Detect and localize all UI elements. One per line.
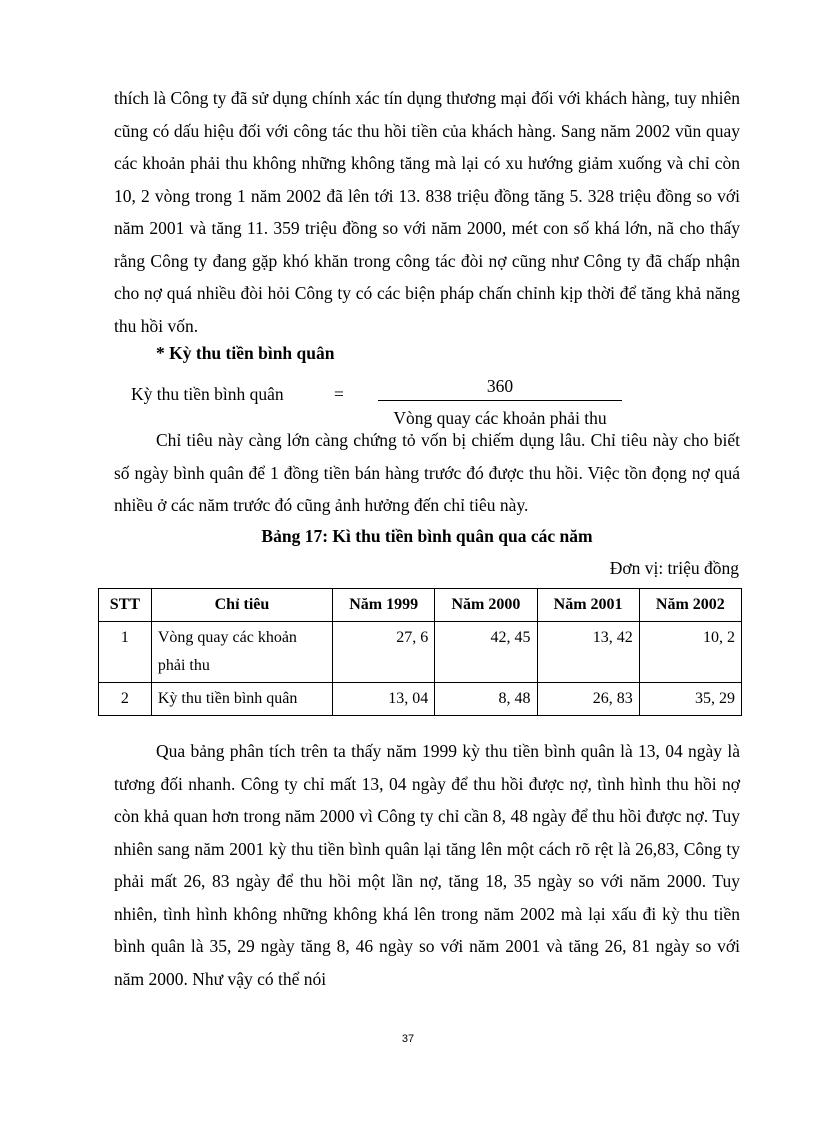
table-cell: 13, 04 [333,683,435,716]
header-cell: STT [99,589,152,622]
table-cell: 10, 2 [639,622,741,683]
header-cell: Chỉ tiêu [151,589,332,622]
table-cell: 35, 29 [639,683,741,716]
table-cell: 26, 83 [537,683,639,716]
table-cell: 13, 42 [537,622,639,683]
header-cell: Năm 2002 [639,589,741,622]
table-cell: 8, 48 [435,683,537,716]
table-header-row [99,589,742,622]
table-row [99,622,742,683]
data-table [98,588,742,716]
section-heading: * Kỳ thu tiền bình quân [156,343,335,363]
formula-equals: = [334,384,344,404]
table-cell: 42, 45 [435,622,537,683]
header-cell: Năm 2001 [537,589,639,622]
formula-denominator: Vòng quay các khoản phải thu [393,408,607,428]
paragraph-explanation: Chỉ tiêu này càng lớn càng chứng tỏ vốn bị chiếm dụng lâu. Chỉ tiêu này cho biết số ngày bình quân để 1 đồng tiền bán hàng trước đó được thu hồi. Việc tồn đọng nợ quá nhiều ở các năm trước đó cũng ảnh hưởng đến chỉ tiêu này. [114,430,740,515]
table-row [99,683,742,716]
formula-numerator: 360 [486,376,514,396]
header-cell: Năm 2000 [435,589,537,622]
table-title: Bảng 17: Kì thu tiền bình quân qua các năm [261,526,593,546]
table-cell: Kỳ thu tiền bình quân [151,683,332,716]
table-cell: 1 [99,622,152,683]
formula-label: Kỳ thu tiền bình quân [131,384,284,404]
table-cell: 27, 6 [333,622,435,683]
header-cell: Năm 1999 [333,589,435,622]
paragraph-intro: thích là Công ty đã sử dụng chính xác tín dụng thương mại đối với khách hàng, tuy nhiên cũng có dấu hiệu đối với công tác thu hồi tiền của khách hàng. Sang năm 2002 vũn quay các khoản phải thu không những không tăng mà lại có xu hướng giảm xuống và chỉ còn 10, 2 vòng trong 1 năm 2002 đã lên tới 13. 838 triệu đồng tăng 5. 328 triệu đồng so với năm 2001 và tăng 11. 359 triệu đồng so với năm 2000, mét con số khá lớn, nã cho thấy rằng Công ty đang gặp khó khăn trong công tác đòi nợ cũng như Công ty đã chấp nhận cho nợ quá nhiều đòi hỏi Công ty có các biện pháp chấn chỉnh kịp thời để tăng khả năng thu hồi vốn. [114,88,740,336]
table-unit: Đơn vị: triệu đồng [609,558,739,578]
paragraph-analysis: Qua bảng phân tích trên ta thấy năm 1999 kỳ thu tiền bình quân là 13, 04 ngày là tương đối nhanh. Công ty chỉ mất 13, 04 ngày để thu hồi được nợ, tình hình thu hồi nợ còn khả quan hơn trong năm 2000 vì Công ty chỉ cần 8, 48 ngày để thu hồi được nợ. Tuy nhiên sang năm 2001 kỳ thu tiền bình quân lại tăng lên một cách rõ rệt là 26,83, Công ty phải mất 26, 83 ngày để thu hồi một lần nợ, tăng 18, 35 ngày so với năm 2000. Tuy nhiên, tình hình không những không khá lên trong năm 2002 mà lại xấu đi kỳ thu tiền bình quân là 35, 29 ngày tăng 8, 46 ngày so với năm 2001 và tăng 26, 81 ngày so với năm 2000. Như vậy có thể nói [114,741,740,989]
table-cell: 2 [99,683,152,716]
fraction-bar [378,400,622,401]
page-number: 37 [401,1033,415,1045]
table-cell: Vòng quay các khoản phải thu [151,622,332,683]
